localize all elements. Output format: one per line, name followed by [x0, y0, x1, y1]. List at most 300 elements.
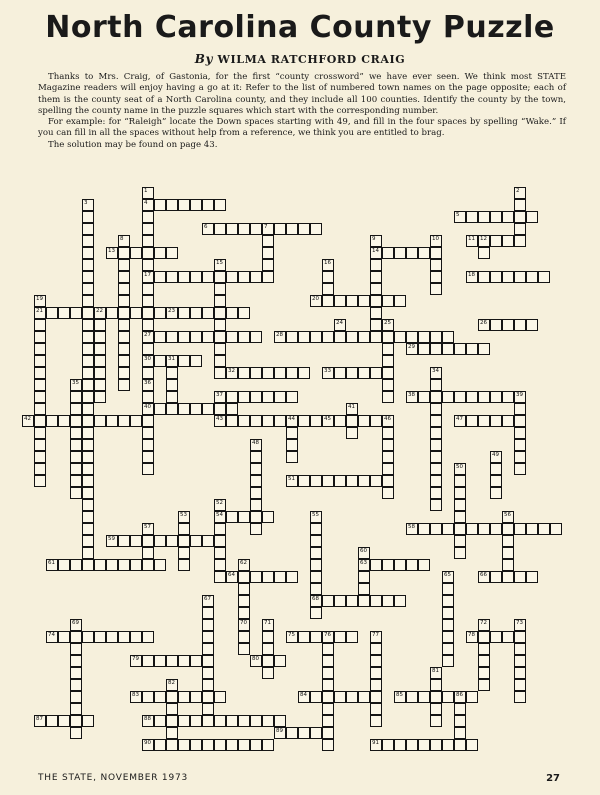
puzzle-cell[interactable]: [82, 331, 94, 343]
puzzle-cell[interactable]: [382, 739, 394, 751]
puzzle-cell[interactable]: [430, 703, 442, 715]
puzzle-cell[interactable]: [154, 271, 166, 283]
puzzle-cell[interactable]: [502, 631, 514, 643]
puzzle-cell[interactable]: [262, 367, 274, 379]
puzzle-cell[interactable]: [502, 571, 514, 583]
puzzle-cell[interactable]: [214, 331, 226, 343]
puzzle-cell[interactable]: [142, 379, 154, 391]
puzzle-cell[interactable]: [286, 391, 298, 403]
puzzle-cell[interactable]: [262, 631, 274, 643]
puzzle-cell[interactable]: [394, 295, 406, 307]
puzzle-cell[interactable]: [406, 247, 418, 259]
puzzle-cell[interactable]: [82, 355, 94, 367]
puzzle-cell[interactable]: [514, 187, 526, 199]
puzzle-cell[interactable]: [214, 199, 226, 211]
puzzle-cell[interactable]: [442, 619, 454, 631]
puzzle-cell[interactable]: [514, 451, 526, 463]
puzzle-cell[interactable]: [298, 223, 310, 235]
puzzle-cell[interactable]: [526, 319, 538, 331]
puzzle-cell[interactable]: [178, 511, 190, 523]
puzzle-cell[interactable]: [346, 295, 358, 307]
puzzle-cell[interactable]: [238, 607, 250, 619]
puzzle-cell[interactable]: [382, 487, 394, 499]
puzzle-cell[interactable]: [142, 355, 154, 367]
puzzle-cell[interactable]: [178, 691, 190, 703]
puzzle-cell[interactable]: [382, 595, 394, 607]
puzzle-cell[interactable]: [118, 535, 130, 547]
puzzle-cell[interactable]: [322, 259, 334, 271]
puzzle-cell[interactable]: [382, 379, 394, 391]
puzzle-cell[interactable]: [82, 307, 94, 319]
puzzle-cell[interactable]: [34, 403, 46, 415]
puzzle-cell[interactable]: [70, 391, 82, 403]
puzzle-cell[interactable]: [370, 367, 382, 379]
puzzle-cell[interactable]: [454, 535, 466, 547]
puzzle-cell[interactable]: [202, 679, 214, 691]
puzzle-cell[interactable]: [202, 271, 214, 283]
puzzle-cell[interactable]: [202, 607, 214, 619]
puzzle-cell[interactable]: [430, 283, 442, 295]
puzzle-cell[interactable]: [478, 631, 490, 643]
puzzle-cell[interactable]: [430, 439, 442, 451]
puzzle-cell[interactable]: [190, 739, 202, 751]
puzzle-cell[interactable]: [142, 223, 154, 235]
puzzle-cell[interactable]: [202, 715, 214, 727]
puzzle-cell[interactable]: [142, 463, 154, 475]
puzzle-cell[interactable]: [454, 475, 466, 487]
puzzle-cell[interactable]: [238, 631, 250, 643]
puzzle-cell[interactable]: [430, 379, 442, 391]
puzzle-cell[interactable]: [418, 559, 430, 571]
puzzle-cell[interactable]: [34, 451, 46, 463]
puzzle-cell[interactable]: [358, 571, 370, 583]
puzzle-cell[interactable]: [70, 703, 82, 715]
puzzle-cell[interactable]: [154, 739, 166, 751]
puzzle-cell[interactable]: [382, 391, 394, 403]
puzzle-cell[interactable]: [514, 463, 526, 475]
puzzle-cell[interactable]: [478, 247, 490, 259]
puzzle-cell[interactable]: [490, 271, 502, 283]
puzzle-cell[interactable]: [94, 391, 106, 403]
puzzle-cell[interactable]: [94, 559, 106, 571]
puzzle-cell[interactable]: [214, 295, 226, 307]
puzzle-cell[interactable]: [82, 535, 94, 547]
puzzle-cell[interactable]: [130, 655, 142, 667]
puzzle-cell[interactable]: [322, 295, 334, 307]
puzzle-cell[interactable]: [442, 343, 454, 355]
puzzle-cell[interactable]: [442, 631, 454, 643]
puzzle-cell[interactable]: [142, 247, 154, 259]
puzzle-cell[interactable]: [34, 307, 46, 319]
puzzle-cell[interactable]: [82, 403, 94, 415]
puzzle-cell[interactable]: [226, 223, 238, 235]
puzzle-cell[interactable]: [214, 283, 226, 295]
puzzle-cell[interactable]: [142, 319, 154, 331]
puzzle-cell[interactable]: [214, 391, 226, 403]
puzzle-cell[interactable]: [178, 715, 190, 727]
puzzle-cell[interactable]: [466, 415, 478, 427]
puzzle-cell[interactable]: [418, 691, 430, 703]
puzzle-cell[interactable]: [466, 391, 478, 403]
puzzle-cell[interactable]: [358, 475, 370, 487]
puzzle-cell[interactable]: [358, 367, 370, 379]
puzzle-cell[interactable]: [238, 619, 250, 631]
puzzle-cell[interactable]: [226, 511, 238, 523]
puzzle-cell[interactable]: [310, 223, 322, 235]
puzzle-cell[interactable]: [166, 331, 178, 343]
puzzle-cell[interactable]: [262, 415, 274, 427]
puzzle-cell[interactable]: [214, 739, 226, 751]
puzzle-cell[interactable]: [82, 259, 94, 271]
puzzle-cell[interactable]: [166, 691, 178, 703]
puzzle-cell[interactable]: [358, 583, 370, 595]
puzzle-cell[interactable]: [322, 667, 334, 679]
puzzle-cell[interactable]: [430, 343, 442, 355]
puzzle-cell[interactable]: [214, 223, 226, 235]
puzzle-cell[interactable]: [430, 715, 442, 727]
puzzle-cell[interactable]: [154, 559, 166, 571]
puzzle-cell[interactable]: [82, 283, 94, 295]
puzzle-cell[interactable]: [106, 559, 118, 571]
puzzle-cell[interactable]: [322, 595, 334, 607]
puzzle-cell[interactable]: [286, 331, 298, 343]
puzzle-cell[interactable]: [58, 631, 70, 643]
puzzle-cell[interactable]: [94, 355, 106, 367]
puzzle-cell[interactable]: [262, 655, 274, 667]
puzzle-cell[interactable]: [514, 319, 526, 331]
puzzle-cell[interactable]: [526, 211, 538, 223]
puzzle-cell[interactable]: [226, 571, 238, 583]
puzzle-cell[interactable]: [502, 319, 514, 331]
puzzle-cell[interactable]: [82, 199, 94, 211]
puzzle-cell[interactable]: [478, 679, 490, 691]
puzzle-cell[interactable]: [226, 307, 238, 319]
puzzle-cell[interactable]: [142, 547, 154, 559]
puzzle-cell[interactable]: [202, 199, 214, 211]
puzzle-cell[interactable]: [226, 739, 238, 751]
puzzle-cell[interactable]: [178, 307, 190, 319]
puzzle-cell[interactable]: [250, 571, 262, 583]
puzzle-cell[interactable]: [250, 439, 262, 451]
puzzle-cell[interactable]: [166, 655, 178, 667]
puzzle-cell[interactable]: [382, 355, 394, 367]
puzzle-cell[interactable]: [286, 427, 298, 439]
puzzle-cell[interactable]: [94, 319, 106, 331]
puzzle-cell[interactable]: [262, 667, 274, 679]
puzzle-cell[interactable]: [94, 415, 106, 427]
puzzle-cell[interactable]: [262, 571, 274, 583]
puzzle-cell[interactable]: [118, 379, 130, 391]
puzzle-cell[interactable]: [82, 715, 94, 727]
puzzle-cell[interactable]: [454, 499, 466, 511]
puzzle-cell[interactable]: [430, 271, 442, 283]
puzzle-cell[interactable]: [490, 475, 502, 487]
puzzle-cell[interactable]: [94, 367, 106, 379]
puzzle-cell[interactable]: [514, 643, 526, 655]
puzzle-cell[interactable]: [346, 475, 358, 487]
puzzle-cell[interactable]: [190, 355, 202, 367]
puzzle-cell[interactable]: [370, 655, 382, 667]
puzzle-cell[interactable]: [490, 631, 502, 643]
puzzle-cell[interactable]: [142, 331, 154, 343]
puzzle-cell[interactable]: [142, 691, 154, 703]
puzzle-cell[interactable]: [310, 607, 322, 619]
puzzle-cell[interactable]: [322, 283, 334, 295]
puzzle-cell[interactable]: [190, 655, 202, 667]
puzzle-cell[interactable]: [154, 247, 166, 259]
puzzle-cell[interactable]: [430, 739, 442, 751]
puzzle-cell[interactable]: [34, 463, 46, 475]
puzzle-cell[interactable]: [202, 403, 214, 415]
puzzle-cell[interactable]: [286, 223, 298, 235]
puzzle-cell[interactable]: [238, 391, 250, 403]
puzzle-cell[interactable]: [382, 463, 394, 475]
puzzle-cell[interactable]: [238, 595, 250, 607]
puzzle-cell[interactable]: [262, 715, 274, 727]
puzzle-cell[interactable]: [166, 391, 178, 403]
puzzle-cell[interactable]: [46, 307, 58, 319]
puzzle-cell[interactable]: [214, 547, 226, 559]
puzzle-cell[interactable]: [214, 691, 226, 703]
puzzle-cell[interactable]: [142, 631, 154, 643]
puzzle-cell[interactable]: [358, 547, 370, 559]
puzzle-cell[interactable]: [178, 547, 190, 559]
puzzle-cell[interactable]: [166, 739, 178, 751]
puzzle-cell[interactable]: [142, 295, 154, 307]
puzzle-cell[interactable]: [118, 295, 130, 307]
puzzle-cell[interactable]: [70, 691, 82, 703]
puzzle-cell[interactable]: [238, 331, 250, 343]
puzzle-cell[interactable]: [82, 451, 94, 463]
puzzle-cell[interactable]: [34, 355, 46, 367]
puzzle-cell[interactable]: [118, 247, 130, 259]
puzzle-cell[interactable]: [22, 415, 34, 427]
puzzle-cell[interactable]: [166, 403, 178, 415]
puzzle-cell[interactable]: [394, 247, 406, 259]
puzzle-cell[interactable]: [166, 679, 178, 691]
puzzle-cell[interactable]: [454, 547, 466, 559]
puzzle-cell[interactable]: [82, 415, 94, 427]
puzzle-cell[interactable]: [478, 319, 490, 331]
puzzle-cell[interactable]: [202, 655, 214, 667]
puzzle-cell[interactable]: [298, 415, 310, 427]
puzzle-cell[interactable]: [502, 511, 514, 523]
puzzle-cell[interactable]: [310, 535, 322, 547]
puzzle-cell[interactable]: [502, 547, 514, 559]
puzzle-cell[interactable]: [226, 367, 238, 379]
puzzle-cell[interactable]: [490, 571, 502, 583]
puzzle-cell[interactable]: [430, 247, 442, 259]
puzzle-cell[interactable]: [70, 643, 82, 655]
puzzle-cell[interactable]: [298, 475, 310, 487]
puzzle-cell[interactable]: [166, 535, 178, 547]
puzzle-cell[interactable]: [226, 715, 238, 727]
puzzle-cell[interactable]: [262, 235, 274, 247]
puzzle-cell[interactable]: [178, 655, 190, 667]
puzzle-cell[interactable]: [502, 535, 514, 547]
puzzle-cell[interactable]: [202, 307, 214, 319]
puzzle-cell[interactable]: [118, 415, 130, 427]
puzzle-cell[interactable]: [334, 331, 346, 343]
puzzle-cell[interactable]: [418, 523, 430, 535]
puzzle-cell[interactable]: [250, 523, 262, 535]
puzzle-cell[interactable]: [346, 403, 358, 415]
puzzle-cell[interactable]: [94, 343, 106, 355]
puzzle-cell[interactable]: [226, 331, 238, 343]
puzzle-cell[interactable]: [262, 739, 274, 751]
puzzle-cell[interactable]: [70, 379, 82, 391]
puzzle-cell[interactable]: [322, 703, 334, 715]
puzzle-cell[interactable]: [250, 271, 262, 283]
puzzle-cell[interactable]: [154, 535, 166, 547]
puzzle-cell[interactable]: [190, 307, 202, 319]
puzzle-cell[interactable]: [142, 187, 154, 199]
puzzle-cell[interactable]: [82, 271, 94, 283]
puzzle-cell[interactable]: [286, 367, 298, 379]
puzzle-cell[interactable]: [262, 619, 274, 631]
puzzle-cell[interactable]: [274, 655, 286, 667]
puzzle-cell[interactable]: [478, 643, 490, 655]
puzzle-cell[interactable]: [514, 427, 526, 439]
puzzle-cell[interactable]: [82, 523, 94, 535]
puzzle-cell[interactable]: [310, 415, 322, 427]
puzzle-cell[interactable]: [130, 559, 142, 571]
puzzle-cell[interactable]: [202, 595, 214, 607]
puzzle-cell[interactable]: [82, 235, 94, 247]
puzzle-cell[interactable]: [82, 211, 94, 223]
puzzle-cell[interactable]: [358, 595, 370, 607]
puzzle-cell[interactable]: [310, 595, 322, 607]
puzzle-cell[interactable]: [334, 475, 346, 487]
puzzle-cell[interactable]: [82, 247, 94, 259]
puzzle-cell[interactable]: [94, 331, 106, 343]
puzzle-cell[interactable]: [58, 415, 70, 427]
puzzle-cell[interactable]: [118, 331, 130, 343]
puzzle-cell[interactable]: [142, 415, 154, 427]
puzzle-cell[interactable]: [442, 691, 454, 703]
puzzle-cell[interactable]: [382, 343, 394, 355]
puzzle-cell[interactable]: [82, 391, 94, 403]
puzzle-cell[interactable]: [226, 271, 238, 283]
puzzle-cell[interactable]: [118, 271, 130, 283]
puzzle-cell[interactable]: [370, 271, 382, 283]
puzzle-cell[interactable]: [154, 691, 166, 703]
puzzle-cell[interactable]: [190, 535, 202, 547]
puzzle-cell[interactable]: [418, 343, 430, 355]
puzzle-cell[interactable]: [142, 451, 154, 463]
puzzle-cell[interactable]: [166, 199, 178, 211]
puzzle-cell[interactable]: [142, 739, 154, 751]
puzzle-cell[interactable]: [178, 199, 190, 211]
puzzle-cell[interactable]: [298, 367, 310, 379]
puzzle-cell[interactable]: [70, 655, 82, 667]
puzzle-cell[interactable]: [190, 715, 202, 727]
puzzle-cell[interactable]: [106, 247, 118, 259]
puzzle-cell[interactable]: [526, 571, 538, 583]
puzzle-cell[interactable]: [82, 367, 94, 379]
puzzle-cell[interactable]: [226, 391, 238, 403]
puzzle-cell[interactable]: [214, 511, 226, 523]
puzzle-cell[interactable]: [418, 247, 430, 259]
puzzle-cell[interactable]: [370, 559, 382, 571]
puzzle-cell[interactable]: [370, 307, 382, 319]
puzzle-cell[interactable]: [94, 307, 106, 319]
puzzle-cell[interactable]: [322, 679, 334, 691]
puzzle-cell[interactable]: [142, 439, 154, 451]
puzzle-cell[interactable]: [370, 595, 382, 607]
puzzle-cell[interactable]: [142, 427, 154, 439]
puzzle-cell[interactable]: [226, 403, 238, 415]
puzzle-cell[interactable]: [370, 319, 382, 331]
puzzle-cell[interactable]: [346, 595, 358, 607]
puzzle-cell[interactable]: [406, 739, 418, 751]
puzzle-cell[interactable]: [310, 511, 322, 523]
puzzle-cell[interactable]: [466, 211, 478, 223]
puzzle-cell[interactable]: [322, 271, 334, 283]
puzzle-cell[interactable]: [406, 391, 418, 403]
puzzle-cell[interactable]: [490, 319, 502, 331]
puzzle-cell[interactable]: [466, 523, 478, 535]
puzzle-cell[interactable]: [70, 439, 82, 451]
puzzle-cell[interactable]: [202, 667, 214, 679]
puzzle-cell[interactable]: [514, 691, 526, 703]
puzzle-cell[interactable]: [370, 247, 382, 259]
puzzle-cell[interactable]: [70, 679, 82, 691]
puzzle-cell[interactable]: [430, 475, 442, 487]
puzzle-cell[interactable]: [478, 655, 490, 667]
puzzle-cell[interactable]: [214, 571, 226, 583]
puzzle-cell[interactable]: [274, 223, 286, 235]
puzzle-cell[interactable]: [466, 631, 478, 643]
puzzle-cell[interactable]: [202, 703, 214, 715]
puzzle-cell[interactable]: [502, 559, 514, 571]
puzzle-cell[interactable]: [46, 715, 58, 727]
puzzle-cell[interactable]: [202, 331, 214, 343]
puzzle-cell[interactable]: [490, 523, 502, 535]
puzzle-cell[interactable]: [190, 403, 202, 415]
puzzle-cell[interactable]: [166, 307, 178, 319]
puzzle-cell[interactable]: [70, 619, 82, 631]
puzzle-cell[interactable]: [286, 571, 298, 583]
puzzle-cell[interactable]: [214, 535, 226, 547]
puzzle-cell[interactable]: [394, 691, 406, 703]
puzzle-cell[interactable]: [250, 715, 262, 727]
puzzle-cell[interactable]: [430, 403, 442, 415]
puzzle-cell[interactable]: [370, 703, 382, 715]
puzzle-cell[interactable]: [94, 631, 106, 643]
puzzle-cell[interactable]: [118, 235, 130, 247]
puzzle-cell[interactable]: [322, 331, 334, 343]
puzzle-cell[interactable]: [382, 451, 394, 463]
puzzle-cell[interactable]: [514, 523, 526, 535]
puzzle-cell[interactable]: [286, 439, 298, 451]
puzzle-cell[interactable]: [70, 451, 82, 463]
puzzle-cell[interactable]: [46, 631, 58, 643]
puzzle-cell[interactable]: [478, 391, 490, 403]
puzzle-cell[interactable]: [130, 415, 142, 427]
puzzle-cell[interactable]: [154, 715, 166, 727]
puzzle-cell[interactable]: [394, 559, 406, 571]
puzzle-cell[interactable]: [154, 355, 166, 367]
puzzle-cell[interactable]: [490, 235, 502, 247]
puzzle-cell[interactable]: [178, 271, 190, 283]
puzzle-cell[interactable]: [70, 307, 82, 319]
puzzle-cell[interactable]: [442, 643, 454, 655]
puzzle-cell[interactable]: [82, 343, 94, 355]
puzzle-cell[interactable]: [82, 439, 94, 451]
puzzle-cell[interactable]: [454, 727, 466, 739]
puzzle-cell[interactable]: [382, 295, 394, 307]
